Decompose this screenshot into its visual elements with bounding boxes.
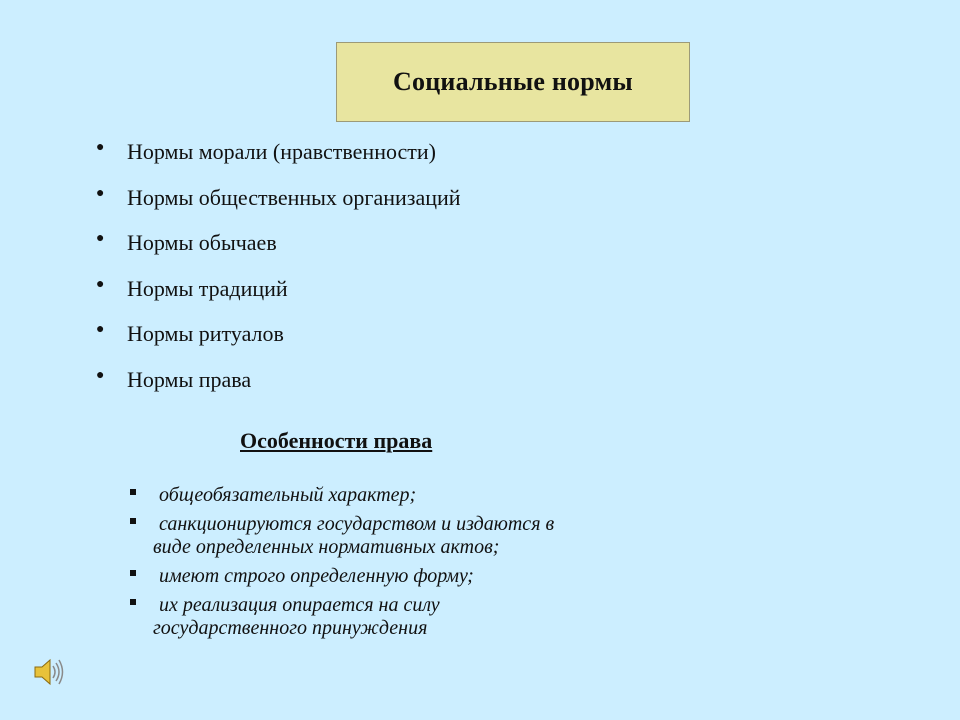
list-item — [96, 227, 461, 273]
square-bullet-icon — [130, 599, 136, 605]
bullet-dot-icon: ● — [96, 231, 105, 246]
feature-item — [130, 594, 570, 640]
bullet-dot-icon: ● — [96, 140, 105, 155]
feature-text: санкционируются государством и издаются в виде определенных нормативных актов; — [153, 513, 555, 558]
list-item — [96, 136, 461, 182]
speaker-icon[interactable] — [33, 652, 65, 692]
bullet-dot-icon: ● — [96, 322, 105, 337]
features-list — [130, 484, 570, 646]
bullet-dot-icon: ● — [96, 185, 105, 201]
square-bullet-icon — [130, 518, 136, 524]
norm-label: Нормы традиций — [127, 275, 288, 301]
norm-label: Нормы общественных организаций — [127, 184, 461, 210]
list-item — [96, 273, 461, 319]
title-box — [336, 42, 690, 122]
feature-item — [130, 565, 570, 588]
square-bullet-icon — [130, 570, 136, 576]
feature-text: общеобязательный характер; — [159, 484, 417, 506]
feature-item — [130, 513, 570, 559]
norm-label: Нормы морали (нравственности) — [127, 139, 436, 164]
norm-label: Нормы обычаев — [127, 230, 277, 255]
list-item — [96, 364, 461, 410]
slide-title: Социальные нормы — [393, 67, 633, 96]
feature-text: имеют строго определенную форму; — [159, 565, 474, 587]
bullet-dot-icon: ● — [96, 276, 105, 292]
list-item — [96, 318, 461, 364]
norm-label: Нормы ритуалов — [127, 321, 284, 346]
subtitle: Особенности права — [240, 428, 433, 453]
norms-list — [96, 136, 461, 409]
square-bullet-icon — [130, 489, 136, 495]
feature-text: их реализация опирается на силу государственного принуждения — [153, 594, 440, 639]
norm-label: Нормы права — [127, 366, 252, 392]
feature-item — [130, 484, 570, 507]
bullet-dot-icon: ● — [96, 367, 105, 383]
list-item — [96, 182, 461, 228]
